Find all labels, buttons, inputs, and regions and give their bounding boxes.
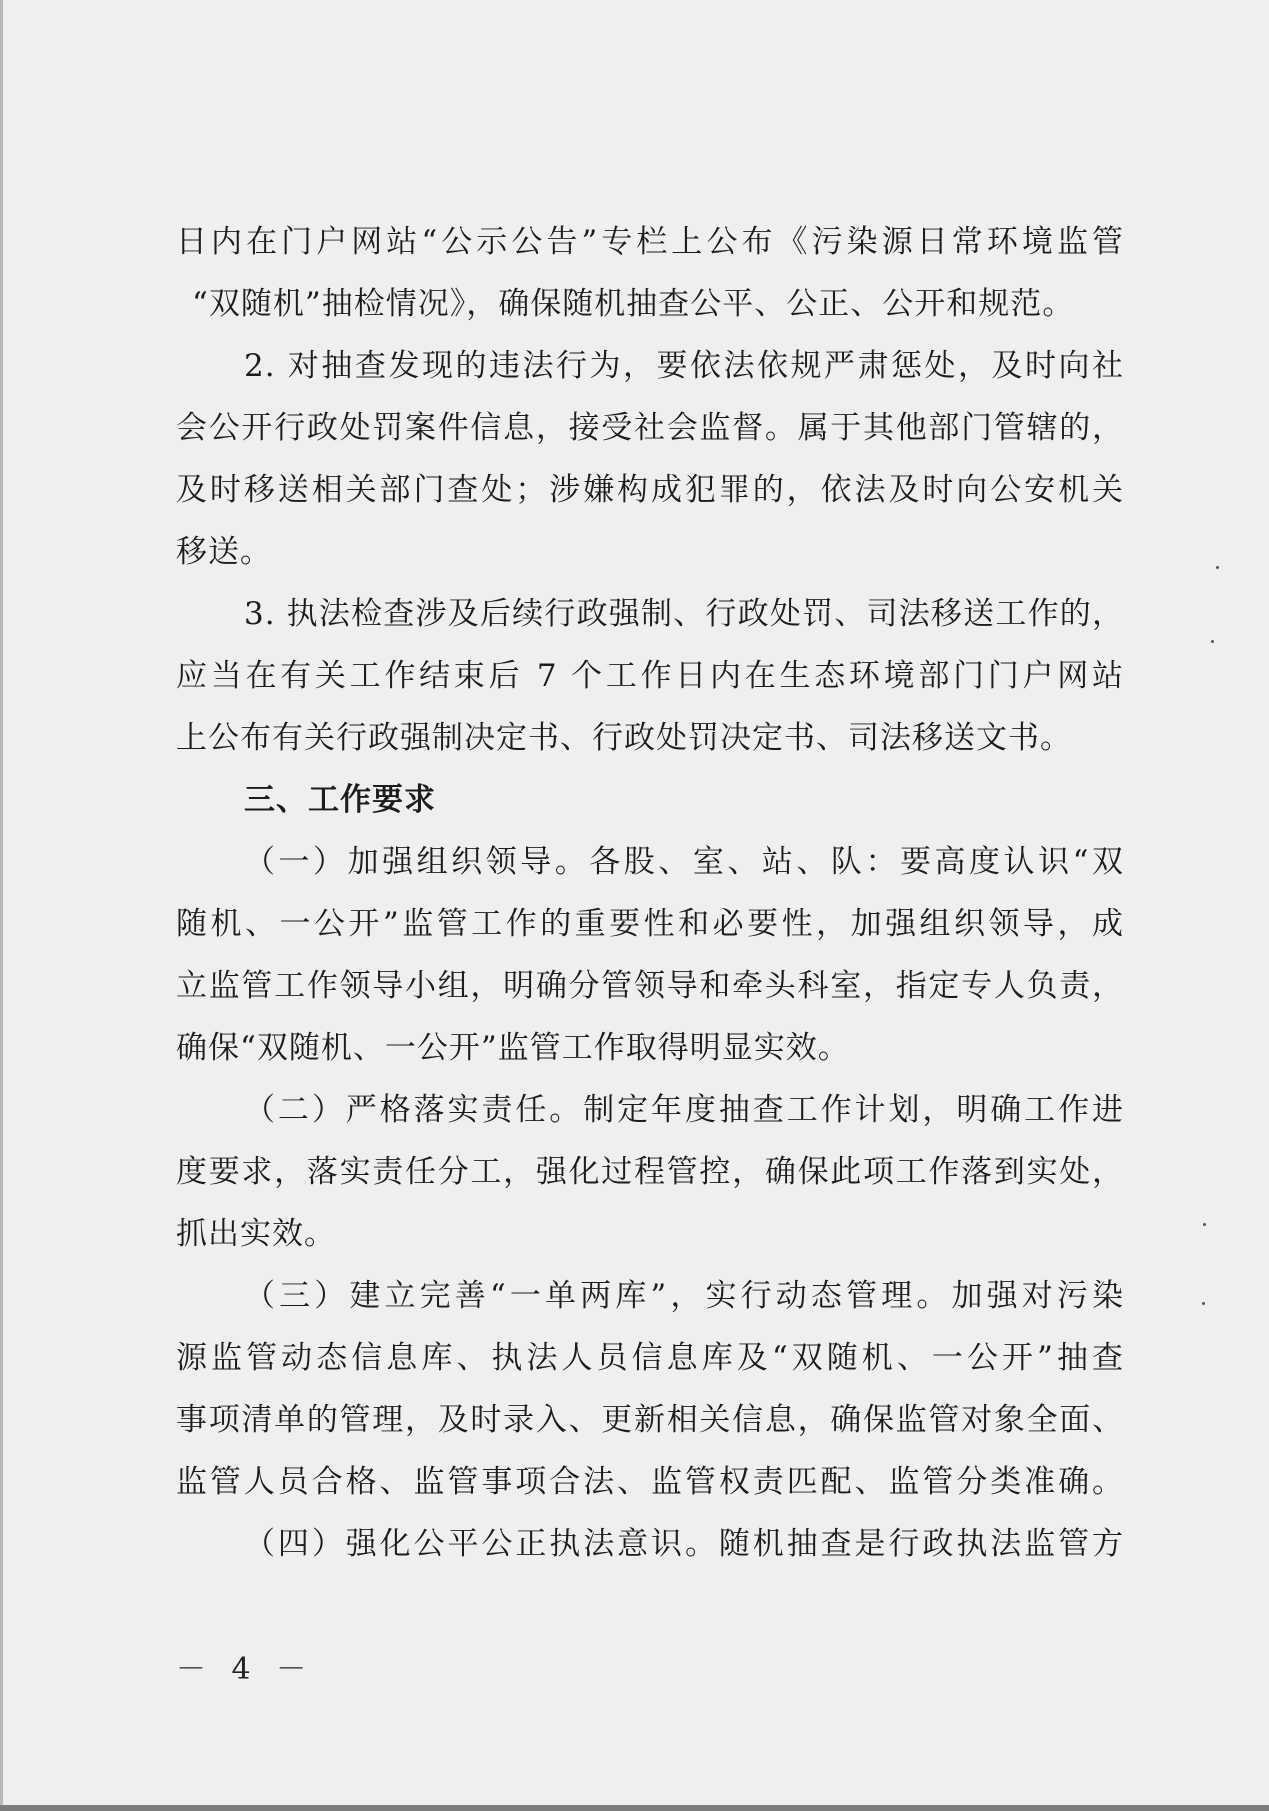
text-line: 抓出实效。 xyxy=(176,1216,336,1252)
scan-speck xyxy=(1216,566,1219,569)
text-line: 及时移送相关部门查处；涉嫌构成犯罪的，依法及时向公安机关 xyxy=(176,472,1124,508)
text-line: 度要求，落实责任分工，强化过程管控，确保此项工作落到实处， xyxy=(176,1154,1124,1190)
text-line: 源监管动态信息库、执法人员信息库及“双随机、一公开”抽查 xyxy=(176,1340,1124,1376)
section-heading: 三、工作要求 xyxy=(244,782,436,818)
text-line: 立监管工作领导小组，明确分管领导和牵头科室，指定专人负责， xyxy=(176,968,1124,1004)
text-line: 2. 对抽查发现的违法行为，要依法依规严肃惩处，及时向社 xyxy=(244,348,1124,384)
text-line: 监管人员合格、监管事项合法、监管权责匹配、监管分类准确。 xyxy=(176,1464,1124,1500)
page-edge-bottom xyxy=(0,1805,1269,1811)
page-number: － 4 － xyxy=(176,1652,315,1687)
text-line: 移送。 xyxy=(176,534,272,570)
text-line: （二）严格落实责任。制定年度抽查工作计划，明确工作进 xyxy=(244,1092,1124,1128)
scan-speck xyxy=(1202,1302,1205,1305)
scan-speck xyxy=(1211,640,1214,643)
text-line: 上公布有关行政强制决定书、行政处罚决定书、司法移送文书。 xyxy=(176,720,1072,756)
scan-speck xyxy=(1203,1223,1206,1226)
text-line: 事项清单的管理，及时录入、更新相关信息，确保监管对象全面、 xyxy=(176,1402,1124,1438)
text-line: （三）建立完善“一单两库”，实行动态管理。加强对污染 xyxy=(244,1278,1124,1314)
page-edge-left xyxy=(0,0,3,1811)
text-line: 应当在有关工作结束后 7 个工作日内在生态环境部门门户网站 xyxy=(176,658,1124,694)
document-body xyxy=(176,211,1124,1575)
text-line: 会公开行政处罚案件信息，接受社会监督。属于其他部门管辖的， xyxy=(176,410,1124,446)
text-line: 随机、一公开”监管工作的重要性和必要性，加强组织领导，成 xyxy=(176,906,1124,942)
text-line: （四）强化公平公正执法意识。随机抽查是行政执法监管方 xyxy=(244,1526,1124,1562)
text-line: （一）加强组织领导。各股、室、站、队：要高度认识“双 xyxy=(244,844,1124,880)
text-line: 3. 执法检查涉及后续行政强制、行政处罚、司法移送工作的， xyxy=(244,596,1124,632)
text-line: “双随机”抽检情况》，确保随机抽查公平、公正、公开和规范。 xyxy=(192,286,1075,322)
text-line: 确保“双随机、一公开”监管工作取得明显实效。 xyxy=(176,1030,850,1066)
text-line: 日内在门户网站“公示公告”专栏上公布《污染源日常环境监管 xyxy=(176,224,1124,260)
